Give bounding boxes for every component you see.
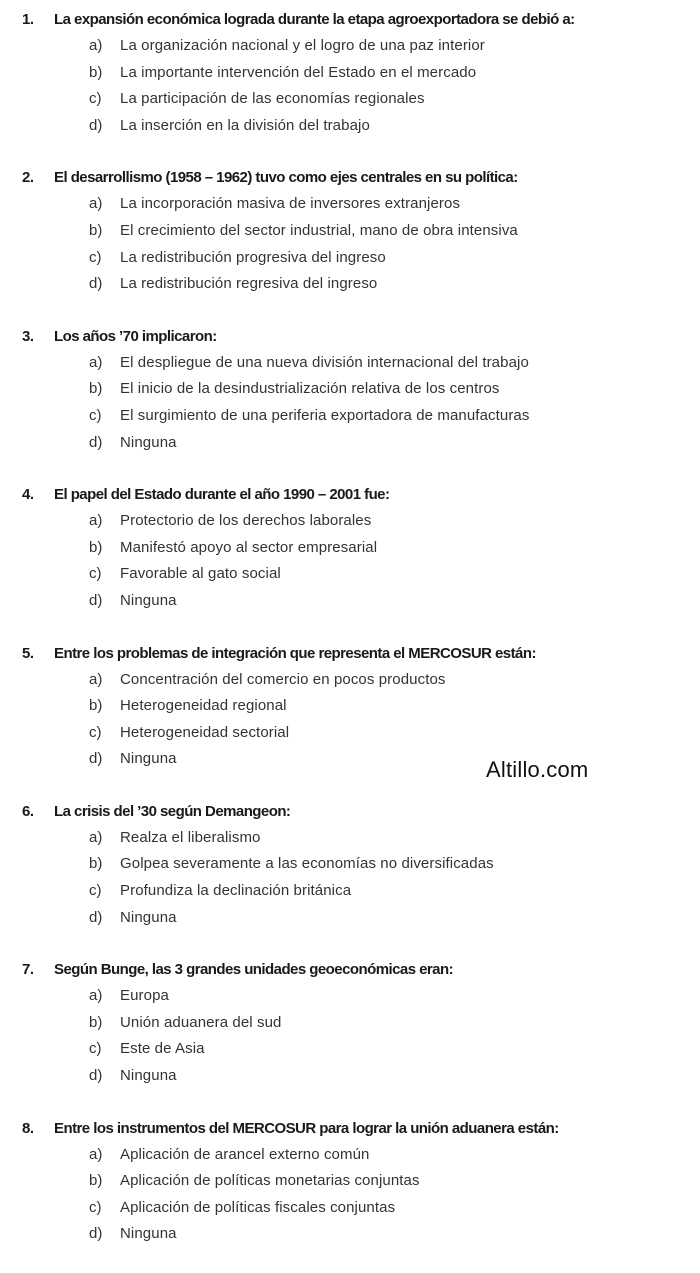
option-letter: c) — [89, 248, 102, 266]
option-b — [0, 535, 700, 562]
option-d — [0, 588, 700, 615]
question-header — [0, 640, 700, 667]
question-header — [0, 798, 700, 825]
option-d — [0, 746, 700, 773]
option-letter: c) — [89, 1198, 102, 1216]
option-c — [0, 1195, 700, 1222]
question-text: La expansión económica lograda durante la etapa agroexportadora se debió a: — [54, 11, 575, 28]
option-c — [0, 720, 700, 747]
option-text: Realza el liberalismo — [120, 828, 261, 846]
option-letter: a) — [89, 987, 103, 1005]
option-c — [0, 561, 700, 588]
option-a — [0, 191, 700, 218]
question-8 — [0, 1115, 700, 1248]
question-3 — [0, 323, 700, 456]
option-letter: d) — [89, 908, 103, 926]
option-letter: a) — [89, 1145, 103, 1163]
option-text: Ninguna — [120, 433, 177, 451]
option-b — [0, 218, 700, 245]
option-text: Ninguna — [120, 908, 177, 926]
question-header — [0, 6, 700, 33]
option-d — [0, 1221, 700, 1248]
option-letter: d) — [89, 275, 103, 293]
option-b — [0, 851, 700, 878]
option-d — [0, 1063, 700, 1090]
question-header — [0, 323, 700, 350]
option-text: Favorable al gato social — [120, 565, 281, 583]
option-letter: d) — [89, 750, 103, 768]
option-text: El inicio de la desindustrialización relativa de los centros — [120, 380, 500, 398]
option-letter: b) — [89, 538, 103, 556]
question-header — [0, 1115, 700, 1142]
option-a — [0, 33, 700, 60]
option-letter: a) — [89, 195, 103, 213]
option-text: Aplicación de políticas fiscales conjuntas — [120, 1198, 396, 1216]
option-letter: a) — [89, 37, 103, 54]
option-text: Europa — [120, 987, 169, 1005]
option-letter: d) — [89, 591, 103, 609]
option-d — [0, 905, 700, 932]
option-text: La incorporación masiva de inversores extranjeros — [120, 195, 461, 213]
option-letter: c) — [89, 1040, 102, 1058]
question-number: 8. — [22, 1119, 34, 1137]
question-header — [0, 481, 700, 508]
question-number: 1. — [22, 11, 34, 28]
option-text: Ninguna — [120, 1225, 177, 1243]
option-b — [0, 693, 700, 720]
option-letter: b) — [89, 1013, 103, 1031]
question-4 — [0, 481, 700, 614]
question-7 — [0, 956, 700, 1089]
option-a — [0, 350, 700, 377]
option-c — [0, 245, 700, 272]
question-1 — [0, 6, 700, 139]
question-header — [0, 956, 700, 983]
option-text: El despliegue de una nueva división internacional del trabajo — [120, 353, 529, 371]
watermark: Altillo.com — [486, 757, 589, 782]
option-b — [0, 376, 700, 403]
option-letter: b) — [89, 221, 103, 239]
question-6 — [0, 798, 700, 931]
option-a — [0, 825, 700, 852]
option-letter: d) — [89, 116, 103, 134]
option-text: Golpea severamente a las economías no diversificadas — [120, 855, 494, 873]
question-number: 7. — [22, 961, 34, 979]
option-a — [0, 1142, 700, 1169]
question-number: 4. — [22, 486, 34, 504]
option-text: Este de Asia — [120, 1040, 205, 1058]
option-text: La redistribución regresiva del ingreso — [120, 275, 378, 293]
question-5 — [0, 640, 700, 773]
option-letter: a) — [89, 353, 103, 371]
option-text: El crecimiento del sector industrial, mano de obra intensiva — [120, 221, 518, 239]
option-text: La participación de las economías regionales — [120, 90, 425, 108]
option-c — [0, 878, 700, 905]
option-letter: b) — [89, 1172, 103, 1190]
option-b — [0, 60, 700, 87]
option-c — [0, 86, 700, 113]
question-text: Según Bunge, las 3 grandes unidades geoeconómicas eran: — [54, 961, 454, 979]
option-b — [0, 1168, 700, 1195]
question-text: Entre los instrumentos del MERCOSUR para lograr la unión aduanera están: — [54, 1119, 559, 1137]
option-text: Unión aduanera del sud — [120, 1013, 282, 1031]
question-number: 6. — [22, 802, 34, 820]
option-text: Ninguna — [120, 1067, 177, 1085]
option-letter: b) — [89, 380, 103, 398]
question-number: 2. — [22, 169, 34, 187]
option-letter: c) — [89, 882, 102, 900]
question-text: El papel del Estado durante el año 1990 – 2001 fue: — [54, 486, 390, 504]
option-letter: b) — [89, 697, 103, 715]
question-text: La crisis del ’30 según Demangeon: — [54, 802, 291, 820]
option-text: Ninguna — [120, 591, 177, 609]
option-text: La importante intervención del Estado en el mercado — [120, 63, 477, 81]
option-letter: d) — [89, 1225, 103, 1243]
option-letter: c) — [89, 723, 102, 741]
option-text: Protectorio de los derechos laborales — [120, 512, 372, 530]
option-a — [0, 983, 700, 1010]
question-text: El desarrollismo (1958 – 1962) tuvo como ejes centrales en su política: — [54, 169, 518, 187]
option-text: Ninguna — [120, 750, 177, 768]
option-text: Heterogeneidad sectorial — [120, 723, 290, 741]
option-text: La organización nacional y el logro de una paz interior — [120, 37, 485, 54]
option-text: Heterogeneidad regional — [120, 697, 287, 715]
option-text: Manifestó apoyo al sector empresarial — [120, 538, 378, 556]
option-text: Aplicación de arancel externo común — [120, 1145, 370, 1163]
option-text: El surgimiento de una periferia exportadora de manufacturas — [120, 406, 530, 424]
question-text: Los años ’70 implicaron: — [54, 327, 217, 345]
option-letter: b) — [89, 855, 103, 873]
option-text: La redistribución progresiva del ingreso — [120, 248, 386, 266]
option-letter: d) — [89, 1067, 103, 1085]
option-letter: b) — [89, 63, 103, 81]
option-letter: d) — [89, 433, 103, 451]
option-letter: a) — [89, 670, 103, 688]
exam-document — [0, 6, 700, 1273]
question-number: 3. — [22, 327, 34, 345]
option-text: Aplicación de políticas monetarias conjuntas — [120, 1172, 420, 1190]
option-letter: c) — [89, 406, 102, 424]
option-text: Profundiza la declinación británica — [120, 882, 352, 900]
option-a — [0, 508, 700, 535]
option-text: Concentración del comercio en pocos productos — [120, 670, 446, 688]
option-d — [0, 271, 700, 298]
option-letter: c) — [89, 90, 102, 108]
question-text: Entre los problemas de integración que representa el MERCOSUR están: — [54, 644, 536, 662]
option-a — [0, 667, 700, 694]
option-letter: c) — [89, 565, 102, 583]
question-number: 5. — [22, 644, 34, 662]
option-letter: a) — [89, 512, 103, 530]
option-letter: a) — [89, 828, 103, 846]
question-2 — [0, 164, 700, 297]
option-b — [0, 1010, 700, 1037]
option-c — [0, 403, 700, 430]
option-d — [0, 430, 700, 457]
question-header — [0, 164, 700, 191]
option-d — [0, 113, 700, 140]
option-c — [0, 1036, 700, 1063]
option-text: La inserción en la división del trabajo — [120, 116, 370, 134]
